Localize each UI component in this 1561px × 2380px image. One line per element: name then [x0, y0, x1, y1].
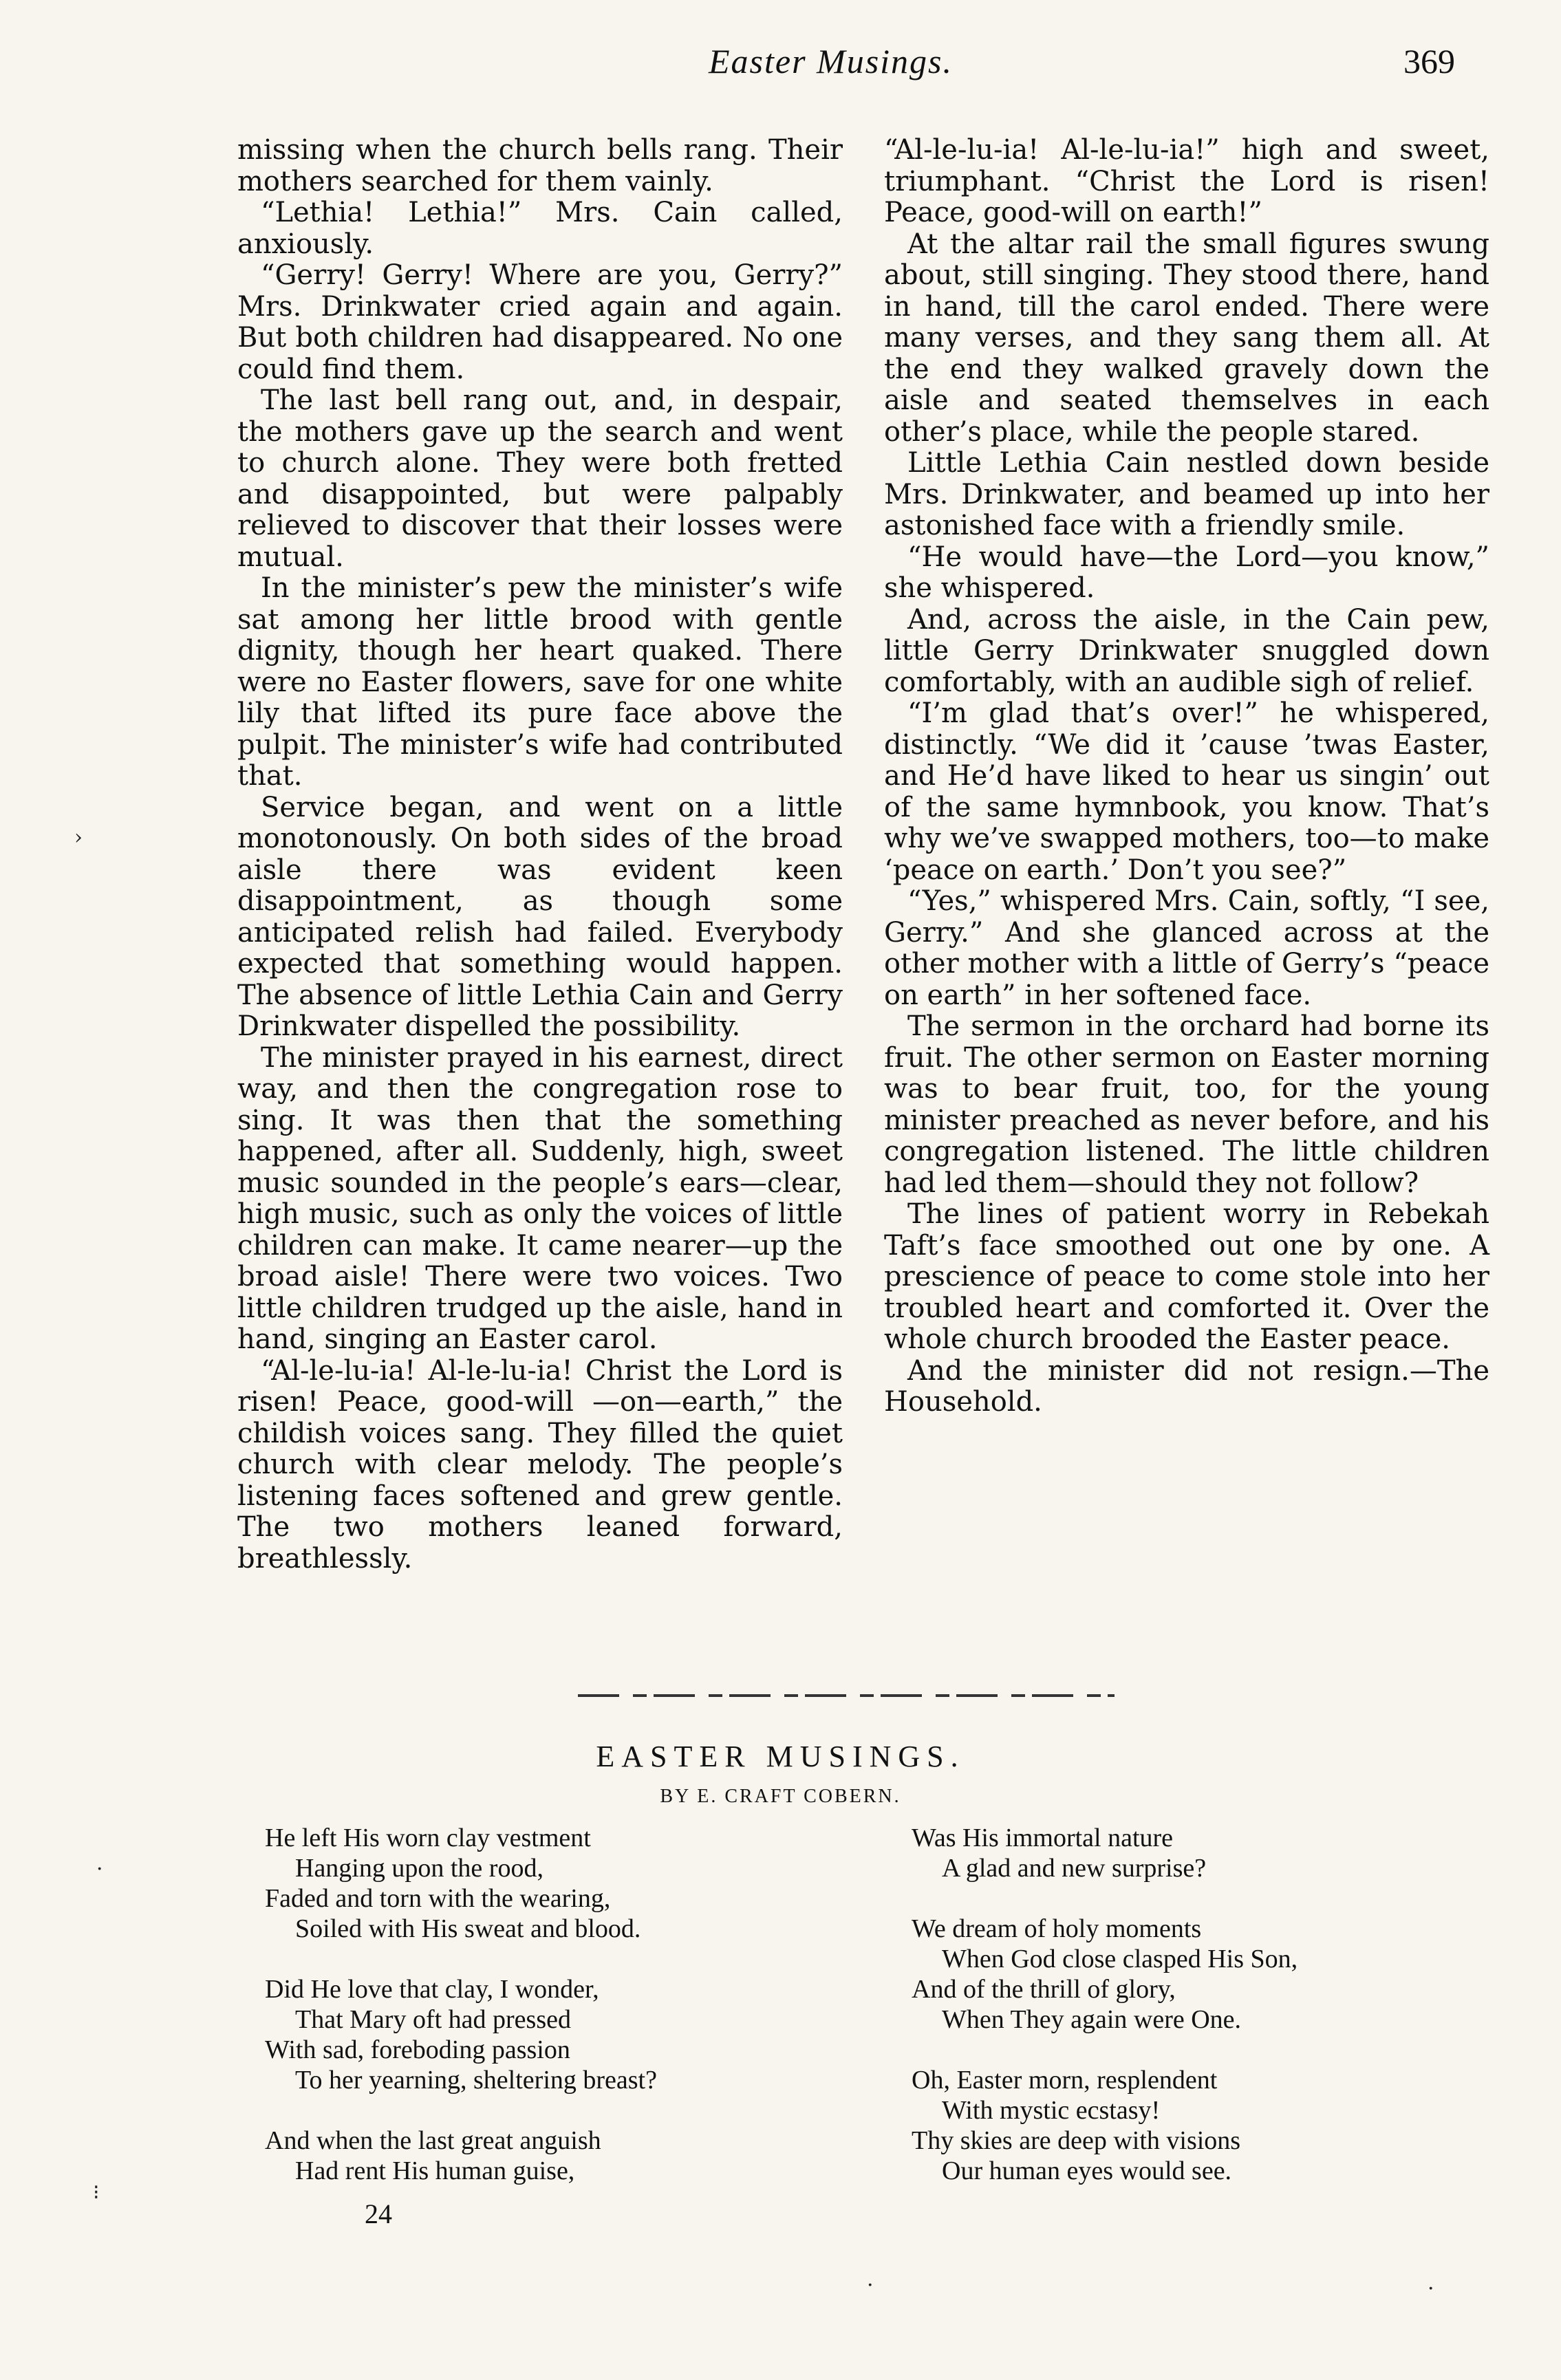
poem-line: We dream of holy moments — [912, 1914, 1202, 1943]
paragraph: “Lethia! Lethia!” Mrs. Cain called, anxiously. — [237, 197, 843, 260]
signature-mark: 24 — [365, 2198, 392, 2229]
page-number: 369 — [1403, 42, 1455, 80]
poem-line: A glad and new surprise? — [942, 1854, 1207, 1883]
poem-stanza — [265, 1974, 829, 2095]
poem-line: Soiled with His sweat and blood. — [295, 1914, 641, 1943]
paragraph: At the altar rail the small figures swung about, still singing. They stood there, hand in hand, till the carol ended. There were many verses, and they sang them all. At the end they walked gravely down the aisle and seated themselves in each other’s place, while the people stared. — [884, 228, 1489, 448]
poem-right-column — [912, 1823, 1476, 2216]
margin-mark: · — [867, 2273, 874, 2297]
margin-mark: › — [74, 825, 83, 850]
paragraph: missing when the church bells rang. Their mothers searched for them vainly. — [237, 134, 843, 197]
paragraph: The last bell rang out, and, in despair, the mothers gave up the search and went to church alone. They were both fretted and disappointed, but were palpably relieved to discover that their losses were mutual. — [237, 385, 843, 573]
poem-line: Had rent His human guise, — [295, 2156, 575, 2185]
poem-line: Faded and torn with the wearing, — [265, 1884, 611, 1913]
left-text-column — [237, 135, 843, 1575]
poem-line: Did He love that clay, I wonder, — [265, 1975, 599, 2004]
poem-line: To her yearning, sheltering breast? — [295, 2066, 657, 2095]
paragraph: “He would have—the Lord—you know,” she whispered. — [884, 541, 1489, 604]
running-header — [0, 41, 1561, 89]
poem-line: With sad, foreboding passion — [265, 2035, 570, 2064]
poem-stanza — [912, 2065, 1476, 2186]
poem-stanza — [912, 1823, 1476, 1883]
paragraph: “Gerry! Gerry! Where are you, Gerry?” Mrs. Drinkwater cried again and again. But both children had disappeared. No one could find them. — [237, 259, 843, 385]
poem-line: And when the last great anguish — [265, 2126, 601, 2155]
poem-line: And of the thrill of glory, — [912, 1975, 1176, 2004]
poem-stanza — [265, 2125, 829, 2186]
paragraph: “Al-le-lu-ia! Al-le-lu-ia! Christ the Lord is risen! Peace, good-will —on—earth,” the childish voices sang. They filled the quiet church with clear melody. The people’s listening faces softened and grew gentle. The two mothers leaned forward, breathlessly. — [237, 1354, 843, 1575]
paragraph: Service began, and went on a little monotonously. On both sides of the broad aisle there was evident keen disappointment, as though some anticipated relish had failed. Everybody expected that something would happen. The absence of little Lethia Cain and Gerry Drinkwater dispelled the possibility. — [237, 791, 843, 1042]
poem-line: Oh, Easter morn, resplendent — [912, 2066, 1218, 2095]
poem-line: Thy skies are deep with visions — [912, 2126, 1241, 2155]
poem-title: EASTER MUSINGS. — [596, 1740, 965, 1773]
right-text-column — [884, 135, 1489, 1418]
paragraph: And, across the aisle, in the Cain pew, little Gerry Drinkwater snuggled down comfortably, with an audible sigh of relief. — [884, 603, 1489, 698]
paragraph: “Al-le-lu-ia! Al-le-lu-ia!” high and sweet, triumphant. “Christ the Lord is risen! Peace, good-will on earth!” — [884, 134, 1489, 228]
poem-line: With mystic ecstasy! — [942, 2096, 1161, 2125]
paragraph: The sermon in the orchard had borne its fruit. The other sermon on Easter morning was to bear fruit, too, for the young minister preached as never before, and his congregation listened. The little children had led them—should they not follow? — [884, 1010, 1489, 1199]
poem-line: When They again were One. — [942, 2005, 1242, 2034]
paragraph: And the minister did not resign.—The Household. — [884, 1354, 1489, 1418]
section-divider — [578, 1694, 1115, 1697]
poem-stanza — [265, 1823, 829, 1944]
margin-mark: ⁝ — [93, 2181, 100, 2205]
poem-line: When God close clasped His Son, — [942, 1945, 1298, 1973]
running-title: Easter Musings. — [709, 42, 953, 80]
paragraph: “I’m glad that’s over!” he whispered, distinctly. “We did it ’cause ’twas Easter, and He’d have liked to hear us singin’ out of the same hymnbook, you know. That’s why we’ve swapped mothers, too—to make ‘peace on earth.’ Don’t you see?” — [884, 697, 1489, 886]
poem-line: He left His worn clay vestment — [265, 1824, 591, 1852]
poem-line: That Mary oft had pressed — [295, 2005, 571, 2034]
margin-mark: · — [96, 1857, 103, 1881]
poem-byline: BY E. CRAFT COBERN. — [660, 1786, 901, 1807]
poem-line: Was His immortal nature — [912, 1824, 1174, 1852]
paragraph: “Yes,” whispered Mrs. Cain, softly, “I see, Gerry.” And she glanced across at the other mother with a little of Gerry’s “peace on earth” in her softened face. — [884, 885, 1489, 1011]
margin-mark: · — [1428, 2277, 1434, 2301]
paragraph: In the minister’s pew the minister’s wife sat among her little brood with gentle dignity, though her heart quaked. There were no Easter flowers, save for one white lily that lifted its pure face above the pulpit. The minister’s wife had contributed that. — [237, 572, 843, 792]
paragraph: The minister prayed in his earnest, direct way, and then the congregation rose to sing. It was then that the something happened, after all. Suddenly, high, sweet music sounded in the people’s ears—clear, high music, such as only the voices of little children can make. It came nearer—up the broad aisle! There were two voices. Two little children trudged up the aisle, hand in hand, singing an Easter carol. — [237, 1041, 843, 1355]
paragraph: The lines of patient worry in Rebekah Taft’s face smoothed out one by one. A prescience of peace to come stole into her troubled heart and comforted it. Over the whole church brooded the Easter peace. — [884, 1198, 1489, 1355]
poem-line: Hanging upon the rood, — [295, 1854, 543, 1883]
poem-left-column — [265, 1823, 829, 2216]
poem-stanza — [912, 1914, 1476, 2035]
paragraph: Little Lethia Cain nestled down beside Mrs. Drinkwater, and beamed up into her astonished face with a friendly smile. — [884, 447, 1489, 541]
poem-line: Our human eyes would see. — [942, 2156, 1232, 2185]
